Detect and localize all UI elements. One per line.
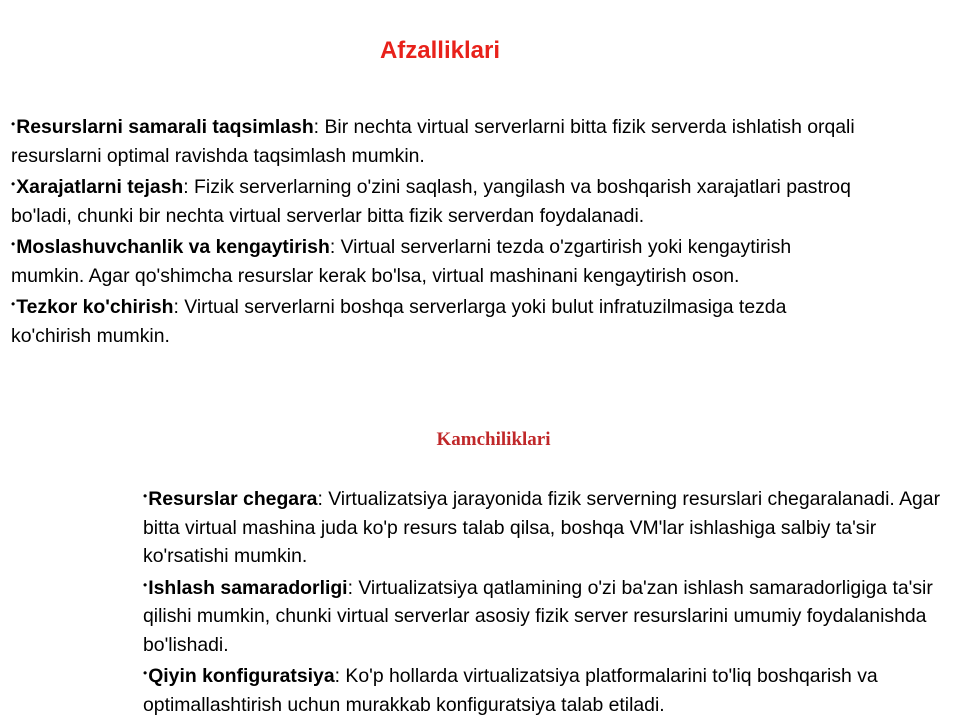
- advantage-term: Tezkor ko'chirish: [16, 296, 174, 318]
- bullet-icon: •: [11, 297, 16, 311]
- bullet-icon: •: [11, 177, 16, 191]
- advantage-term: Moslashuvchanlik va kengaytirish: [16, 236, 330, 258]
- disadvantage-term: Resurslar chegara: [148, 488, 318, 510]
- bullet-icon: •: [11, 117, 16, 131]
- advantage-description: : Fizik serverlarning o'zini saqlash, yangilash va boshqarish xarajatlari pastroq bo'ladi, chunki bir nechta virtual serverlar bitta fizik serverdan foydalanadi.: [11, 176, 851, 227]
- advantage-description: : Bir nechta virtual serverlarni bitta fizik serverda ishlatish orqali resurslarni optimal ravishda taqsimlash mumkin.: [11, 116, 855, 167]
- advantages-list: [11, 110, 856, 350]
- bullet-icon: •: [11, 237, 16, 251]
- disadvantage-description: : Virtualizatsiya jarayonida fizik serverning resurslari chegaralanadi. Agar bitta virtual mashina juda ko'p resurs talab qilsa, boshqa VM'lar ishlashiga salbiy ta'sir ko'rsatishi mumkin.: [143, 488, 941, 567]
- advantage-description: : Virtual serverlarni boshqa serverlarga yoki bulut infratuzilmasiga tezda ko'chirish mumkin.: [11, 296, 787, 347]
- bullet-icon: •: [143, 577, 148, 592]
- advantage-item-fast-migration: [11, 290, 856, 350]
- advantage-description: : Virtual serverlarni tezda o'zgartirish yoki kengaytirish mumkin. Agar qo'shimcha resurslar kerak bo'lsa, virtual mashinani kengaytirish oson.: [11, 236, 792, 287]
- advantage-term: Resurslarni samarali taqsimlash: [16, 116, 314, 138]
- disadvantage-item-complex-configuration: [143, 659, 955, 719]
- disadvantages-heading: Kamchiliklari: [436, 429, 551, 450]
- advantage-item-cost-saving: [11, 170, 856, 230]
- advantage-term: Xarajatlarni tejash: [16, 176, 184, 198]
- bullet-icon: •: [143, 489, 148, 503]
- disadvantage-term: Qiyin konfiguratsiya: [148, 665, 335, 687]
- disadvantage-description: : Virtualizatsiya qatlamining o'zi ba'zan ishlash samaradorligiga ta'sir qilishi mumkin, chunki virtual serverlar asosiy fizik server resurslarini umumiy foydalanishda bo'lishadi.: [143, 576, 933, 656]
- advantages-heading: Afzalliklari: [379, 37, 501, 64]
- advantage-item-resource-allocation: [11, 110, 856, 170]
- bullet-icon: •: [143, 666, 148, 680]
- disadvantage-item-performance: [143, 571, 955, 660]
- disadvantages-list: [143, 482, 955, 719]
- disadvantage-term: Ishlash samaradorligi: [148, 576, 348, 599]
- advantage-item-flexibility: [11, 230, 856, 290]
- disadvantage-description: : Ko'p hollarda virtualizatsiya platformalarini to'liq boshqarish va optimallashtirish uchun murakkab konfiguratsiya talab etiladi.: [143, 665, 878, 716]
- disadvantage-item-resource-limits: [143, 482, 955, 571]
